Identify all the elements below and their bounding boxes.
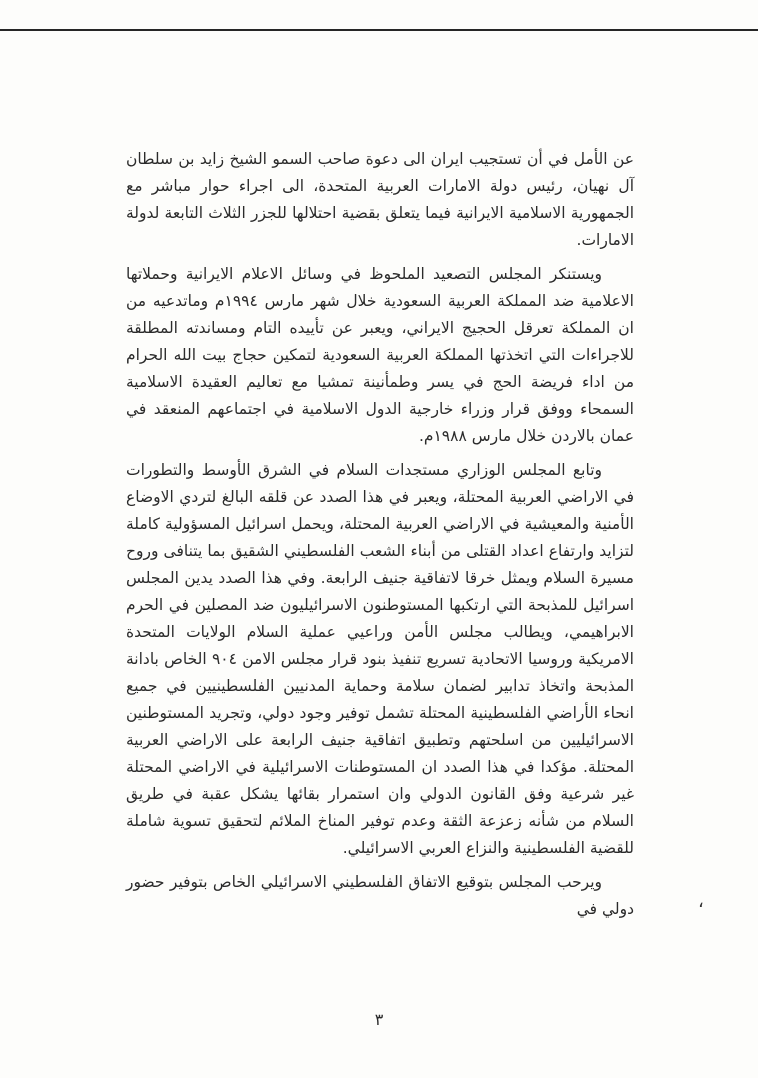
document-body bbox=[126, 146, 634, 930]
scan-artifact-mark: ، bbox=[698, 891, 704, 912]
scan-artifact-line bbox=[0, 29, 758, 31]
paragraph-1: عن الأمل في أن تستجيب ايران الى دعوة صاحب السمو الشيخ زايد بن سلطان آل نهيان، رئيس دولة الامارات العربية المتحدة، الى اجراء حوار مباشر مع الجمهورية الاسلامية الايرانية فيما يتعلق بقضية احتلالها للجزر الثلاث التابعة لدولة الامارات. bbox=[126, 150, 634, 249]
page-number: ٣ bbox=[374, 1010, 384, 1029]
paragraph-3: وتابع المجلس الوزاري مستجدات السلام في الشرق الأوسط والتطورات في الاراضي العربية المحتلة، ويعبر في هذا الصدد عن قلقه البالغ لتردي الاوضاع الأمنية والمعيشية في الاراضي العربية المحتلة، ويحمل اسرائيل المسؤولية كاملة لتزايد وارتفاع اعداد القتلى من أبناء الشعب الفلسطيني الشقيق بما يتنافى وروح مسيرة السلام ويمثل خرقا لاتفاقية جنيف الرابعة. وفي هذا الصدد يدين المجلس اسرائيل للمذبحة التي ارتكبها المستوطنون الاسرائيليون ضد المصلين في الحرم الابراهيمي، ويطالب مجلس الأمن وراعيي عملية السلام الولايات المتحدة الامريكية وروسيا الاتحادية تسريع تنفيذ بنود قرار مجلس الامن ٩٠٤ الخاص بادانة المذبحة واتخاذ تدابير لضمان سلامة وحماية المدنيين الفلسطينيين في جميع انحاء الأراضي الفلسطينية المحتلة تشمل توفير وجود دولي، وتجريد المستوطنين الاسرائيليين من اسلحتهم وتطبيق اتفاقية جنيف الرابعة على الاراضي العربية المحتلة. مؤكدا في هذا الصدد ان المستوطنات الاسرائيلية في الاراضي المحتلة غير شرعية وفق القانون الدولي وان استمرار بقائها يشكل عقبة في طريق السلام من شأنه زعزعة الثقة وعدم توفير المناخ الملائم لتحقيق تسوية شاملة للقضية الفلسطينية والنزاع العربي الاسرائيلي. bbox=[126, 461, 634, 857]
paragraph-2: ويستنكر المجلس التصعيد الملحوظ في وسائل الاعلام الايرانية وحملاتها الاعلامية ضد المملكة العربية السعودية خلال شهر مارس ١٩٩٤م وماتدعيه من ان المملكة تعرقل الحجيج الايراني، ويعبر عن تأييده التام ومساندته المطلقة للاجراءات التي اتخذتها المملكة العربية السعودية لتمكين حجاج بيت الله الحرام من اداء فريضة الحج في يسر وطمأنينة تمشيا مع تعاليم العقيدة الاسلامية السمحاء ووفق قرار وزراء خارجية الدول الاسلامية في اجتماعهم المنعقد في عمان بالاردن خلال مارس ١٩٨٨م. bbox=[126, 265, 634, 445]
paragraph-4: ويرحب المجلس بتوقيع الاتفاق الفلسطيني الاسرائيلي الخاص بتوفير حضور دولي في bbox=[126, 873, 634, 918]
